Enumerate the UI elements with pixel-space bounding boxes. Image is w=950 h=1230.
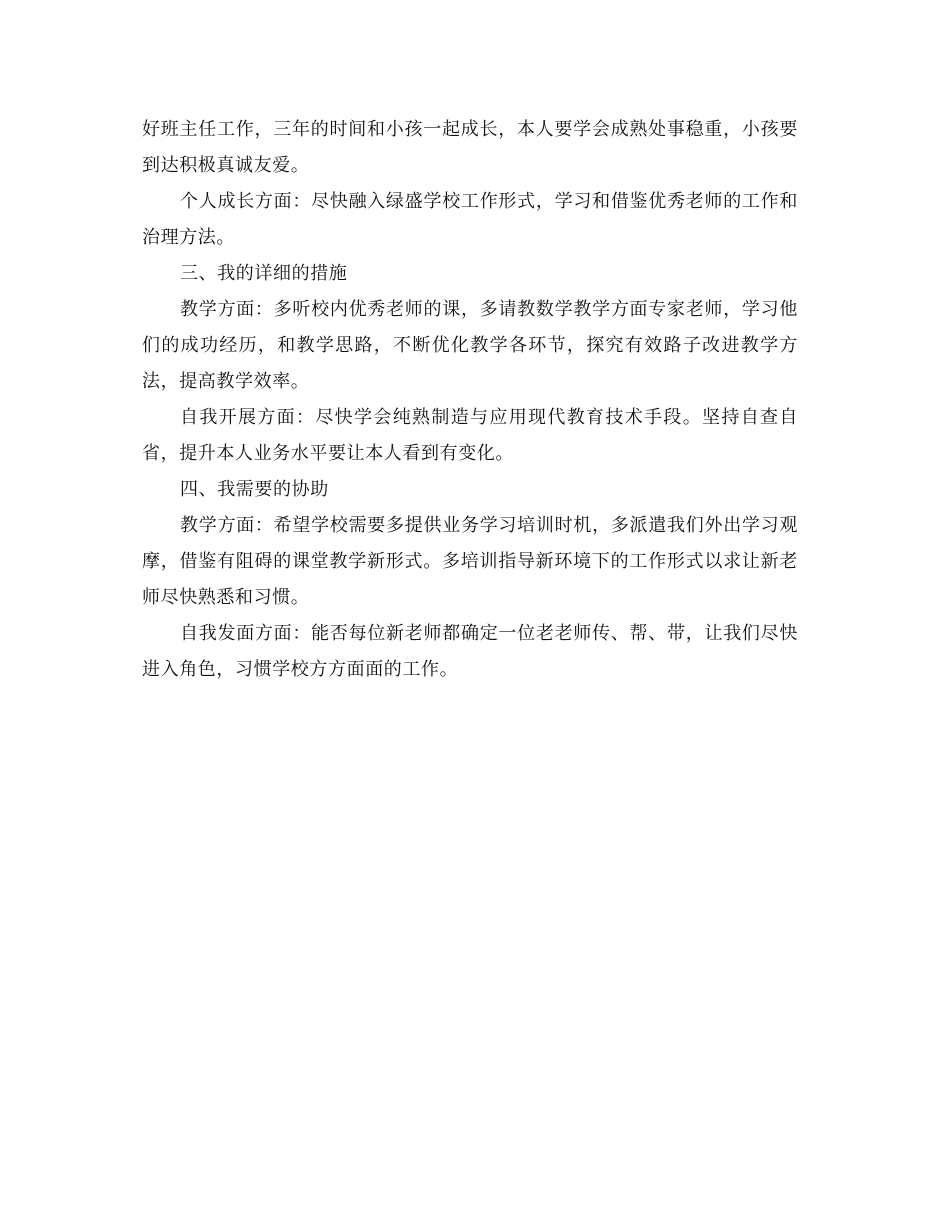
paragraph-teaching-measures: 教学方面：多听校内优秀老师的课，多请教数学教学方面专家老师，学习他们的成功经历，和教学思路，不断优化教学各环节，探究有效路子改进教学方法，提高教学效率。: [142, 299, 798, 392]
section-heading-measures: 三、我的详细的措施: [180, 263, 348, 284]
paragraph-teaching-assistance: 教学方面：希望学校需要多提供业务学习培训时机，多派遣我们外出学习观摩，借鉴有阻碍的课堂教学新形式。多培训指导新环境下的工作形式以求让新老师尽快熟悉和习惯。: [142, 515, 798, 608]
document-body: [142, 112, 798, 688]
paragraph-continuation: 好班主任工作，三年的时间和小孩一起成长，本人要学会成熟处事稳重，小孩要到达积极真诚友爱。: [142, 119, 798, 176]
section-heading-assistance: 四、我需要的协助: [180, 479, 329, 500]
paragraph-self-development-assistance: 自我发面方面：能否每位新老师都确定一位老老师传、帮、带，让我们尽快进入角色，习惯学校方方面面的工作。: [142, 623, 798, 680]
paragraph-personal-growth: 个人成长方面：尽快融入绿盛学校工作形式，学习和借鉴优秀老师的工作和治理方法。: [142, 191, 798, 248]
paragraph-self-development: 自我开展方面：尽快学会纯熟制造与应用现代教育技术手段。坚持自查自省，提升本人业务水平要让本人看到有变化。: [142, 407, 798, 464]
